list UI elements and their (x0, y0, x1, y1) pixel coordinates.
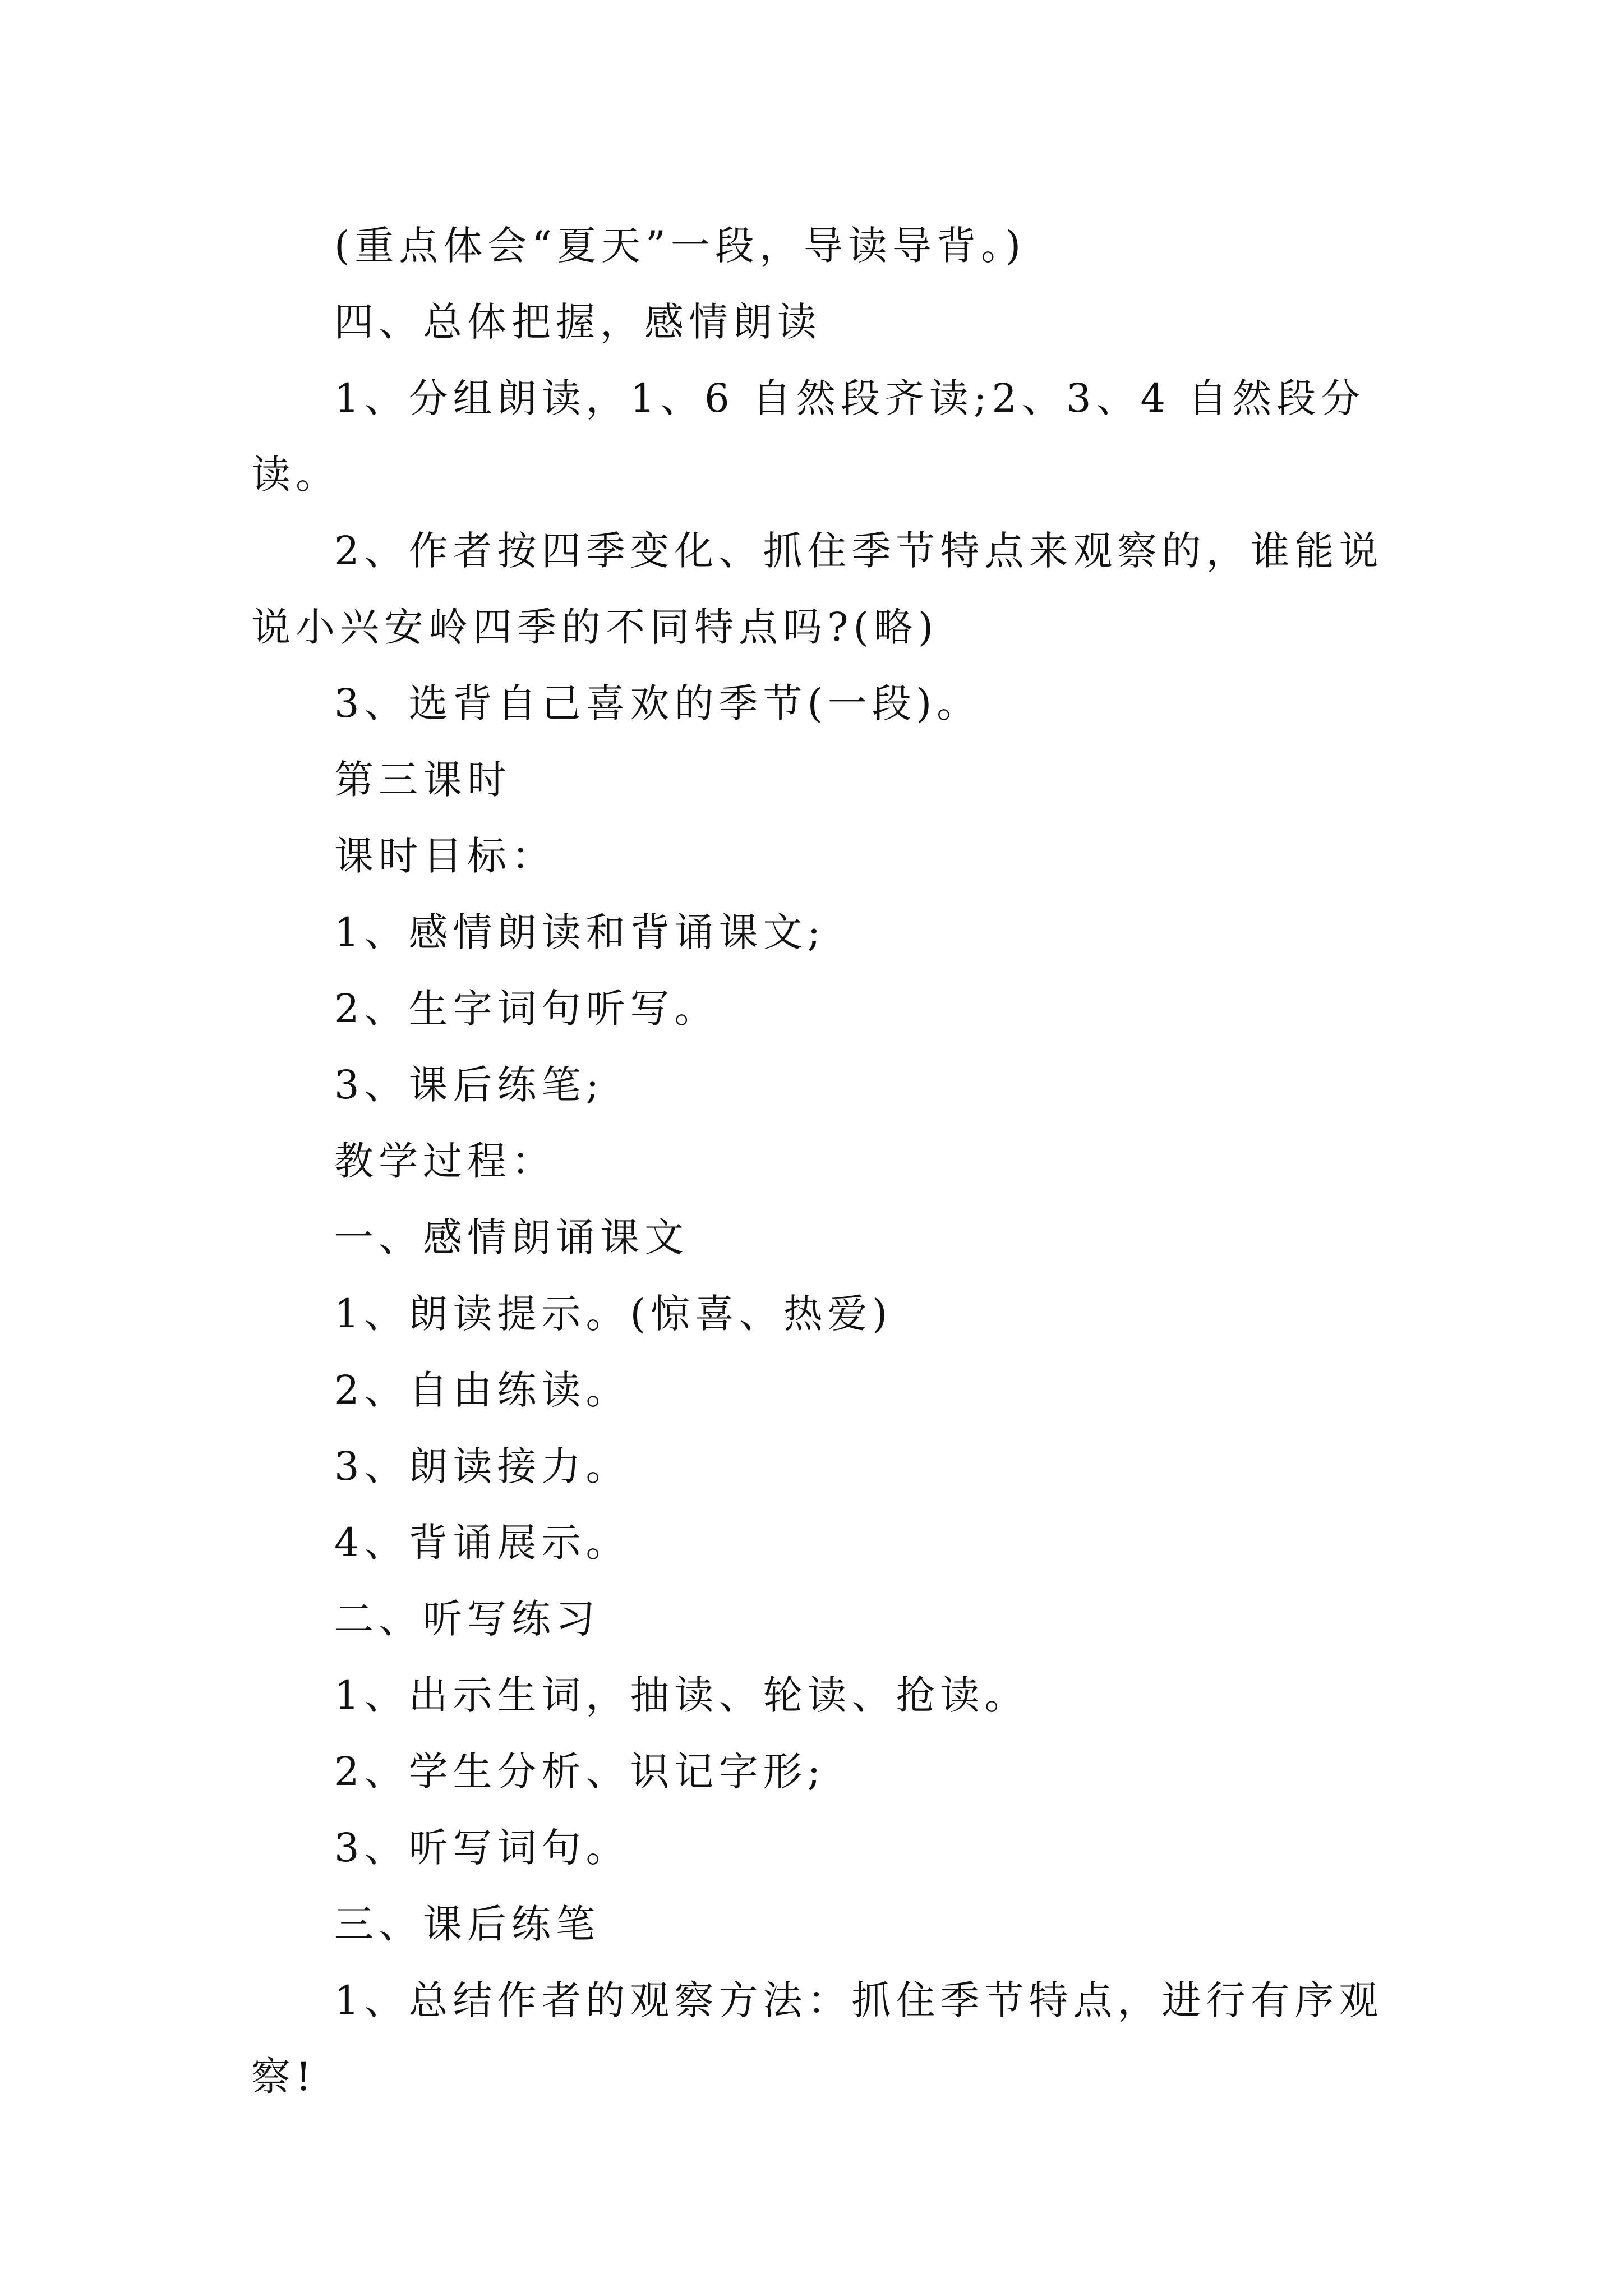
section-heading: 二、听写练习 (334, 1596, 600, 1642)
list-item: 3、朗读接力。 (334, 1443, 630, 1489)
paragraph: (重点体会“夏天”一段，导读导背。) (334, 223, 1026, 269)
list-item: 1、感情朗读和背诵课文; (334, 909, 826, 955)
lesson-heading: 第三课时 (334, 757, 511, 803)
section-heading: 一、感情朗诵课文 (334, 1214, 689, 1260)
list-item: 4、背诵展示。 (334, 1520, 630, 1566)
document-body (251, 208, 1384, 2115)
paragraph: 3、选背自己喜欢的季节(一段)。 (334, 680, 981, 726)
paragraph: 1、分组朗读，1、6 自然段齐读;2、3、4 自然段分读。 (251, 375, 1366, 498)
subheading: 教学过程： (334, 1138, 556, 1184)
list-item: 1、朗读提示。(惊喜、热爱) (334, 1291, 893, 1337)
section-heading: 三、课后练笔 (334, 1901, 600, 1947)
subheading: 课时目标： (334, 833, 556, 879)
list-item: 2、学生分析、识记字形; (334, 1749, 826, 1795)
list-item: 3、听写词句。 (334, 1825, 630, 1871)
list-item: 1、总结作者的观察方法：抓住季节特点，进行有序观察! (251, 1977, 1384, 2100)
paragraph: 2、作者按四季变化、抓住季节特点来观察的，谁能说说小兴安岭四季的不同特点吗?(略) (251, 528, 1384, 650)
list-item: 1、出示生词，抽读、轮读、抢读。 (334, 1672, 1029, 1718)
list-item: 2、自由练读。 (334, 1367, 630, 1413)
list-item: 2、生字词句听写。 (334, 986, 719, 1032)
section-heading: 四、总体把握，感情朗读 (334, 299, 822, 345)
list-item: 3、课后练笔; (334, 1062, 605, 1108)
